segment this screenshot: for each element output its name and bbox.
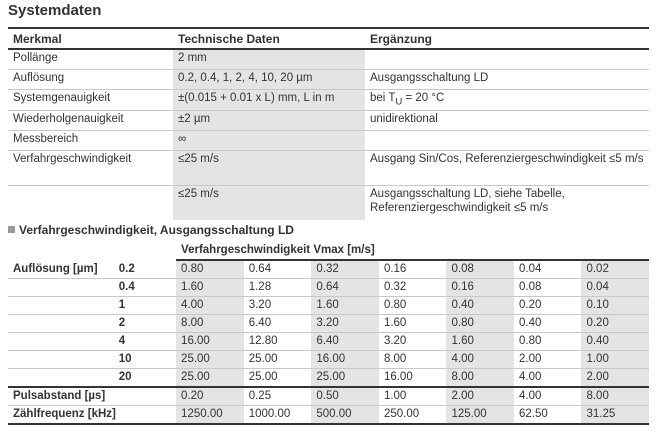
cell-value: 6.40: [244, 315, 312, 333]
cell-value: 1.60: [446, 333, 514, 351]
cell-merkmal: [8, 186, 173, 221]
cell-ergaenzung: unidirektional: [365, 111, 649, 131]
cell-ergaenzung: Ausgang Sin/Cos, Referenziergeschwindigkeit ≤5 m/s: [365, 151, 649, 186]
cell-tech: 2 mm: [173, 49, 365, 70]
speed-rows: [8, 260, 649, 387]
cell-value: 1000.00: [244, 406, 312, 425]
cell-value: 25.00: [311, 369, 379, 388]
cell-merkmal: Pollänge: [8, 49, 173, 70]
cell-value: 8.00: [446, 369, 514, 388]
table-header-row: [8, 28, 649, 49]
cell-value: 25.00: [176, 369, 244, 388]
cell-value: 0.32: [379, 279, 447, 297]
cell-tech: ≤25 m/s: [173, 186, 365, 221]
table-row: [8, 315, 649, 333]
page-title: Systemdaten: [8, 2, 102, 19]
resolution-value: 2: [114, 315, 176, 333]
cell-value: 2.00: [581, 369, 649, 388]
cell-tech: ≤25 m/s: [173, 151, 365, 186]
cell-ergaenzung: [365, 49, 649, 70]
cell-value: 0.08: [514, 279, 581, 297]
cell-value: 16.00: [311, 351, 379, 369]
cell-value: 0.10: [581, 297, 649, 315]
resolution-value: 10: [114, 351, 176, 369]
cell-value: 0.40: [446, 297, 514, 315]
cell-value: 0.64: [311, 279, 379, 297]
cell-ergaenzung: [365, 131, 649, 151]
empty-cell: [8, 315, 114, 333]
zaehlfrequenz-label: Zählfrequenz [kHz]: [8, 406, 176, 425]
table-row: [8, 351, 649, 369]
cell-value: 0.02: [581, 260, 649, 279]
cell-value: 0.25: [244, 387, 312, 406]
speed-table: [8, 242, 649, 425]
cell-value: 3.20: [311, 315, 379, 333]
table-row: [8, 186, 649, 221]
table-row: [8, 369, 649, 388]
cell-value: 2.00: [446, 387, 514, 406]
cell-value: 1.00: [581, 351, 649, 369]
cell-value: 2.00: [514, 351, 581, 369]
cell-value: 25.00: [244, 369, 312, 388]
cell-value: 16.00: [176, 333, 244, 351]
cell-value: 12.80: [244, 333, 312, 351]
cell-merkmal: Wiederholgenauigkeit: [8, 111, 173, 131]
empty-cell: [8, 333, 114, 351]
table-row: [8, 297, 649, 315]
pulsabstand-row: [8, 387, 649, 406]
cell-value: 25.00: [244, 351, 312, 369]
cell-value: 0.32: [311, 260, 379, 279]
cell-value: 0.50: [311, 387, 379, 406]
table-row: [8, 151, 649, 186]
cell-value: 0.40: [581, 333, 649, 351]
cell-value: 0.20: [581, 315, 649, 333]
pulsabstand-label: Pulsabstand [µs]: [8, 387, 176, 406]
header-ergaenzung: Ergänzung: [365, 28, 649, 49]
cell-value: 0.20: [176, 387, 244, 406]
cell-value: 0.80: [176, 260, 244, 279]
cell-value: 0.80: [379, 297, 447, 315]
cell-value: 0.16: [446, 279, 514, 297]
cell-value: 1.60: [379, 315, 447, 333]
cell-value: 8.00: [176, 315, 244, 333]
speed-header-row: [8, 242, 649, 260]
cell-tech: ∞: [173, 131, 365, 151]
cell-merkmal: Systemgenauigkeit: [8, 90, 173, 111]
cell-value: 25.00: [176, 351, 244, 369]
cell-value: 0.20: [514, 297, 581, 315]
resolution-value: 0.2: [114, 260, 176, 279]
empty-cell: [8, 369, 114, 388]
table-row: [8, 131, 649, 151]
cell-value: 62.50: [514, 406, 581, 425]
table-row: [8, 111, 649, 131]
table-row: [8, 70, 649, 90]
cell-value: 4.00: [176, 297, 244, 315]
cell-value: 4.00: [514, 369, 581, 388]
cell-tech: ±(0.015 + 0.01 x L) mm, L in m: [173, 90, 365, 111]
cell-value: 3.20: [244, 297, 312, 315]
cell-value: 1.60: [176, 279, 244, 297]
bullet-square-icon: [8, 226, 15, 233]
cell-value: 31.25: [581, 406, 649, 425]
table-row: [8, 333, 649, 351]
cell-ergaenzung: [365, 90, 649, 111]
row-label-aufloesung: Auflösung [µm]: [8, 260, 114, 279]
empty-cell: [8, 351, 114, 369]
cell-value: 16.00: [379, 369, 447, 388]
cell-value: 3.20: [379, 333, 447, 351]
temp-prefix: bei T: [370, 92, 396, 104]
header-technische-daten: Technische Daten: [173, 28, 365, 49]
cell-value: 8.00: [581, 387, 649, 406]
resolution-value: 0.4: [114, 279, 176, 297]
temp-suffix: = 20 °C: [402, 92, 445, 104]
table-row: [8, 49, 649, 70]
cell-ergaenzung: Ausgangsschaltung LD, siehe Tabelle, Referenziergeschwindigkeit ≤5 m/s: [370, 188, 565, 215]
section-title: Verfahrgeschwindigkeit, Ausgangsschaltung LD: [19, 223, 294, 237]
empty-cell: [8, 279, 114, 297]
cell-value: 1.60: [311, 297, 379, 315]
cell-value: 0.64: [244, 260, 312, 279]
cell-value: 4.00: [514, 387, 581, 406]
cell-value: 125.00: [446, 406, 514, 425]
cell-value: 0.40: [514, 315, 581, 333]
cell-value: 6.40: [311, 333, 379, 351]
cell-value: 8.00: [379, 351, 447, 369]
cell-value: 0.80: [514, 333, 581, 351]
empty-cell: [8, 242, 114, 260]
cell-value: 1250.00: [176, 406, 244, 425]
resolution-value: 1: [114, 297, 176, 315]
system-data-table: [8, 27, 649, 220]
cell-merkmal: Messbereich: [8, 131, 173, 151]
resolution-value: 20: [114, 369, 176, 388]
empty-cell: [8, 297, 114, 315]
cell-value: 0.04: [581, 279, 649, 297]
table-row: [8, 260, 649, 279]
cell-value: 500.00: [311, 406, 379, 425]
cell-value: 0.04: [514, 260, 581, 279]
cell-tech: 0.2, 0.4, 1, 2, 4, 10, 20 µm: [173, 70, 365, 90]
cell-value: 0.16: [379, 260, 447, 279]
cell-value: 1.00: [379, 387, 447, 406]
temp-subscript: U: [395, 96, 403, 108]
cell-value: 0.80: [446, 315, 514, 333]
speed-header: Verfahrgeschwindigkeit Vmax [m/s]: [176, 242, 649, 260]
cell-value: 1.28: [244, 279, 312, 297]
resolution-value: 4: [114, 333, 176, 351]
cell-value: 0.08: [446, 260, 514, 279]
section-heading: [8, 223, 294, 237]
header-merkmal: Merkmal: [8, 28, 173, 49]
cell-ergaenzung: Ausgangsschaltung LD: [365, 70, 649, 90]
cell-value: 250.00: [379, 406, 447, 425]
cell-merkmal: Auflösung: [8, 70, 173, 90]
table-row: [8, 90, 649, 111]
cell-tech: ±2 µm: [173, 111, 365, 131]
zaehlfrequenz-row: [8, 406, 649, 425]
table-row: [8, 279, 649, 297]
empty-cell: [114, 242, 176, 260]
cell-merkmal: Verfahrgeschwindigkeit: [8, 151, 173, 186]
cell-value: 4.00: [446, 351, 514, 369]
